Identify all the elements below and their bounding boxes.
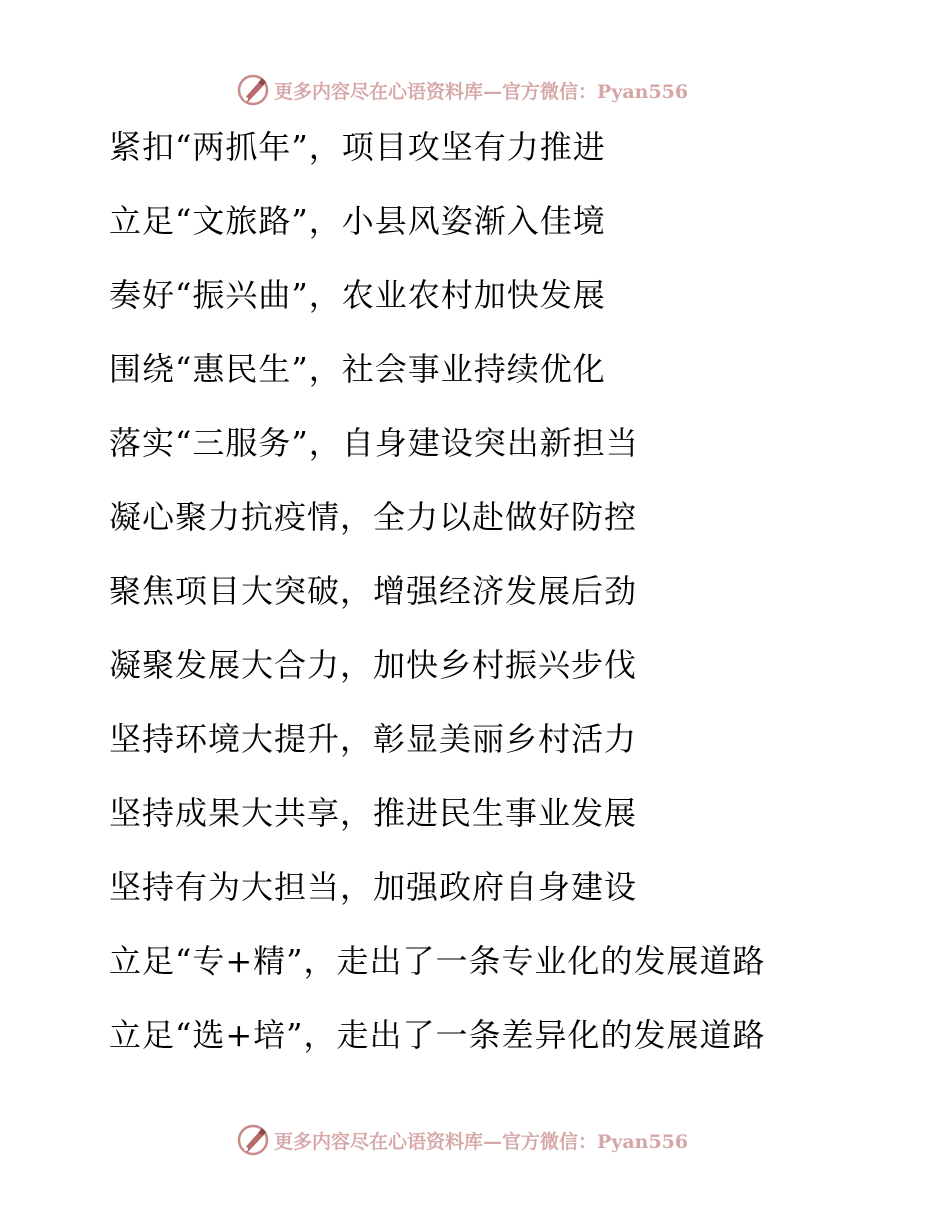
pen-logo-icon bbox=[236, 73, 270, 107]
text-line: 立足“文旅路”，小县风姿渐入佳境 bbox=[109, 202, 606, 240]
text-line: 坚持环境大提升，彰显美丽乡村活力 bbox=[109, 720, 638, 758]
document-body bbox=[109, 110, 909, 1072]
header-watermark bbox=[236, 72, 716, 108]
text-line: 立足“选+培”，走出了一条差异化的发展道路 bbox=[109, 1016, 766, 1054]
text-line: 凝聚发展大合力，加快乡村振兴步伐 bbox=[109, 646, 638, 684]
text-line: 坚持成果大共享，推进民生事业发展 bbox=[109, 794, 638, 832]
text-line: 紧扣“两抓年”，项目攻坚有力推进 bbox=[109, 128, 606, 166]
watermark-text: 更多内容尽在心语资料库—官方微信：Pyan556 bbox=[274, 1130, 689, 1153]
text-line: 围绕“惠民生”，社会事业持续优化 bbox=[109, 350, 606, 388]
footer-watermark bbox=[236, 1122, 716, 1158]
watermark-text: 更多内容尽在心语资料库—官方微信：Pyan556 bbox=[274, 80, 689, 103]
text-line: 奏好“振兴曲”，农业农村加快发展 bbox=[109, 276, 606, 314]
pen-logo-icon bbox=[236, 1123, 270, 1157]
text-line: 凝心聚力抗疫情，全力以赴做好防控 bbox=[109, 498, 638, 536]
text-line: 坚持有为大担当，加强政府自身建设 bbox=[109, 868, 638, 906]
text-line: 聚焦项目大突破，增强经济发展后劲 bbox=[109, 572, 638, 610]
text-line: 落实“三服务”，自身建设突出新担当 bbox=[109, 424, 639, 462]
text-line: 立足“专+精”，走出了一条专业化的发展道路 bbox=[109, 942, 766, 980]
